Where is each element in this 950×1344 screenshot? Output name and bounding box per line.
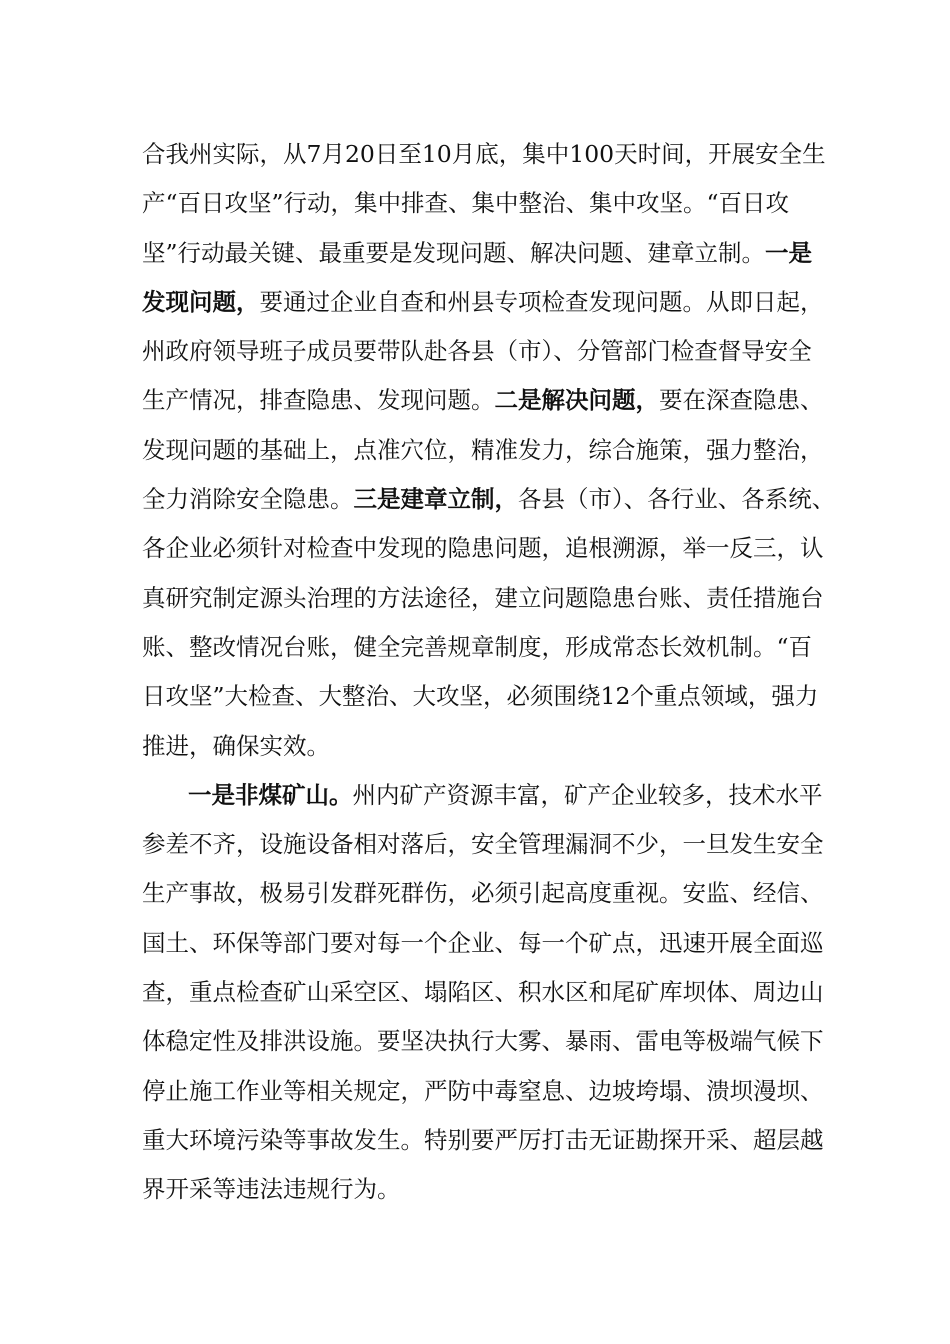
text-run: 合我州实际，从7月20日至10月底，集中100天时间，开展安全生 (142, 140, 826, 168)
text-line (142, 771, 822, 820)
text-run: 国土、环保等部门要对每一个企业、每一个矿点，迅速开展全面巡 (142, 928, 824, 957)
document-body (142, 130, 836, 1215)
text-run: 全力消除安全隐患。 (142, 485, 354, 514)
text-line (142, 179, 822, 228)
text-run: 各企业必须针对检查中发现的隐患问题，追根溯源，举一反三，认 (142, 534, 824, 563)
text-line (142, 722, 822, 771)
text-run: 日攻坚”大检查、大整治、大攻坚，必须围绕12个重点领域，强力 (142, 682, 819, 711)
bold-text-run: 三是建章立制， (353, 485, 518, 514)
text-run: 真研究制定源头治理的方法途径，建立问题隐患台账、责任措施台 (142, 583, 824, 612)
text-run: 发现问题的基础上，点准穴位，精准发力，综合施策，强力整治， (142, 435, 824, 464)
text-run: 州内矿产资源丰富，矿产企业较多，技术水平 (352, 780, 823, 809)
text-line (142, 574, 822, 623)
text-run: 坚”行动最关键、最重要是发现问题、解决问题、建章立制。 (142, 238, 766, 267)
text-run: 要通过企业自查和州县专项检查发现问题。从即日起， (259, 287, 824, 316)
text-line (142, 623, 822, 672)
text-run: 查，重点检查矿山采空区、塌陷区、积水区和尾矿库坝体、周边山 (142, 978, 824, 1007)
text-line (142, 426, 822, 475)
text-line (142, 1017, 822, 1066)
text-line (142, 376, 822, 425)
text-run: 停止施工作业等相关规定，严防中毒窒息、边坡垮塌、溃坝漫坝、 (142, 1076, 824, 1105)
bold-text-run: 一是 (765, 238, 813, 267)
text-line (142, 229, 822, 278)
paragraph-intro (142, 130, 836, 771)
text-line (142, 327, 822, 376)
text-line (142, 1165, 822, 1214)
text-run: 要在深查隐患、 (659, 386, 824, 415)
bold-text-run: 二是解决问题， (494, 386, 659, 415)
text-run: 州政府领导班子成员要带队赴各县（市）、分管部门检查督导安全 (142, 337, 812, 366)
bold-text-run: 发现问题， (142, 287, 260, 316)
text-run: 生产事故，极易引发群死群伤，必须引起高度重视。安监、经信、 (142, 879, 824, 908)
text-run: 账、整改情况台账，健全完善规章制度，形成常态长效机制。“百 (142, 632, 813, 661)
text-run: 产“百日攻坚”行动，集中排查、集中整治、集中攻坚。“百日攻 (142, 189, 790, 218)
text-line (142, 524, 822, 573)
text-run: 参差不齐，设施设备相对落后，安全管理漏洞不少，一旦发生安全 (142, 830, 824, 859)
text-run: 推进，确保实效。 (142, 731, 330, 760)
text-line (142, 869, 822, 918)
text-line (142, 1067, 822, 1116)
text-run: 重大环境污染等事故发生。特别要严厉打击无证勘探开采、超层越 (142, 1125, 824, 1154)
text-line (142, 820, 822, 869)
paragraph-non-coal-mines (142, 771, 822, 1215)
text-line (142, 672, 822, 721)
text-line (142, 1116, 822, 1165)
text-line (142, 968, 822, 1017)
text-run: 体稳定性及排洪设施。要坚决执行大雾、暴雨、雷电等极端气候下 (142, 1027, 824, 1056)
text-run: 各县（市）、各行业、各系统、 (518, 485, 836, 514)
bold-text-run: 一是非煤矿山。 (188, 780, 353, 809)
text-line (142, 919, 822, 968)
text-line (142, 130, 826, 179)
text-line (142, 475, 836, 524)
text-run: 生产情况，排查隐患、发现问题。 (142, 386, 495, 415)
text-run: 界开采等违法违规行为。 (142, 1175, 401, 1204)
text-line (142, 278, 822, 327)
